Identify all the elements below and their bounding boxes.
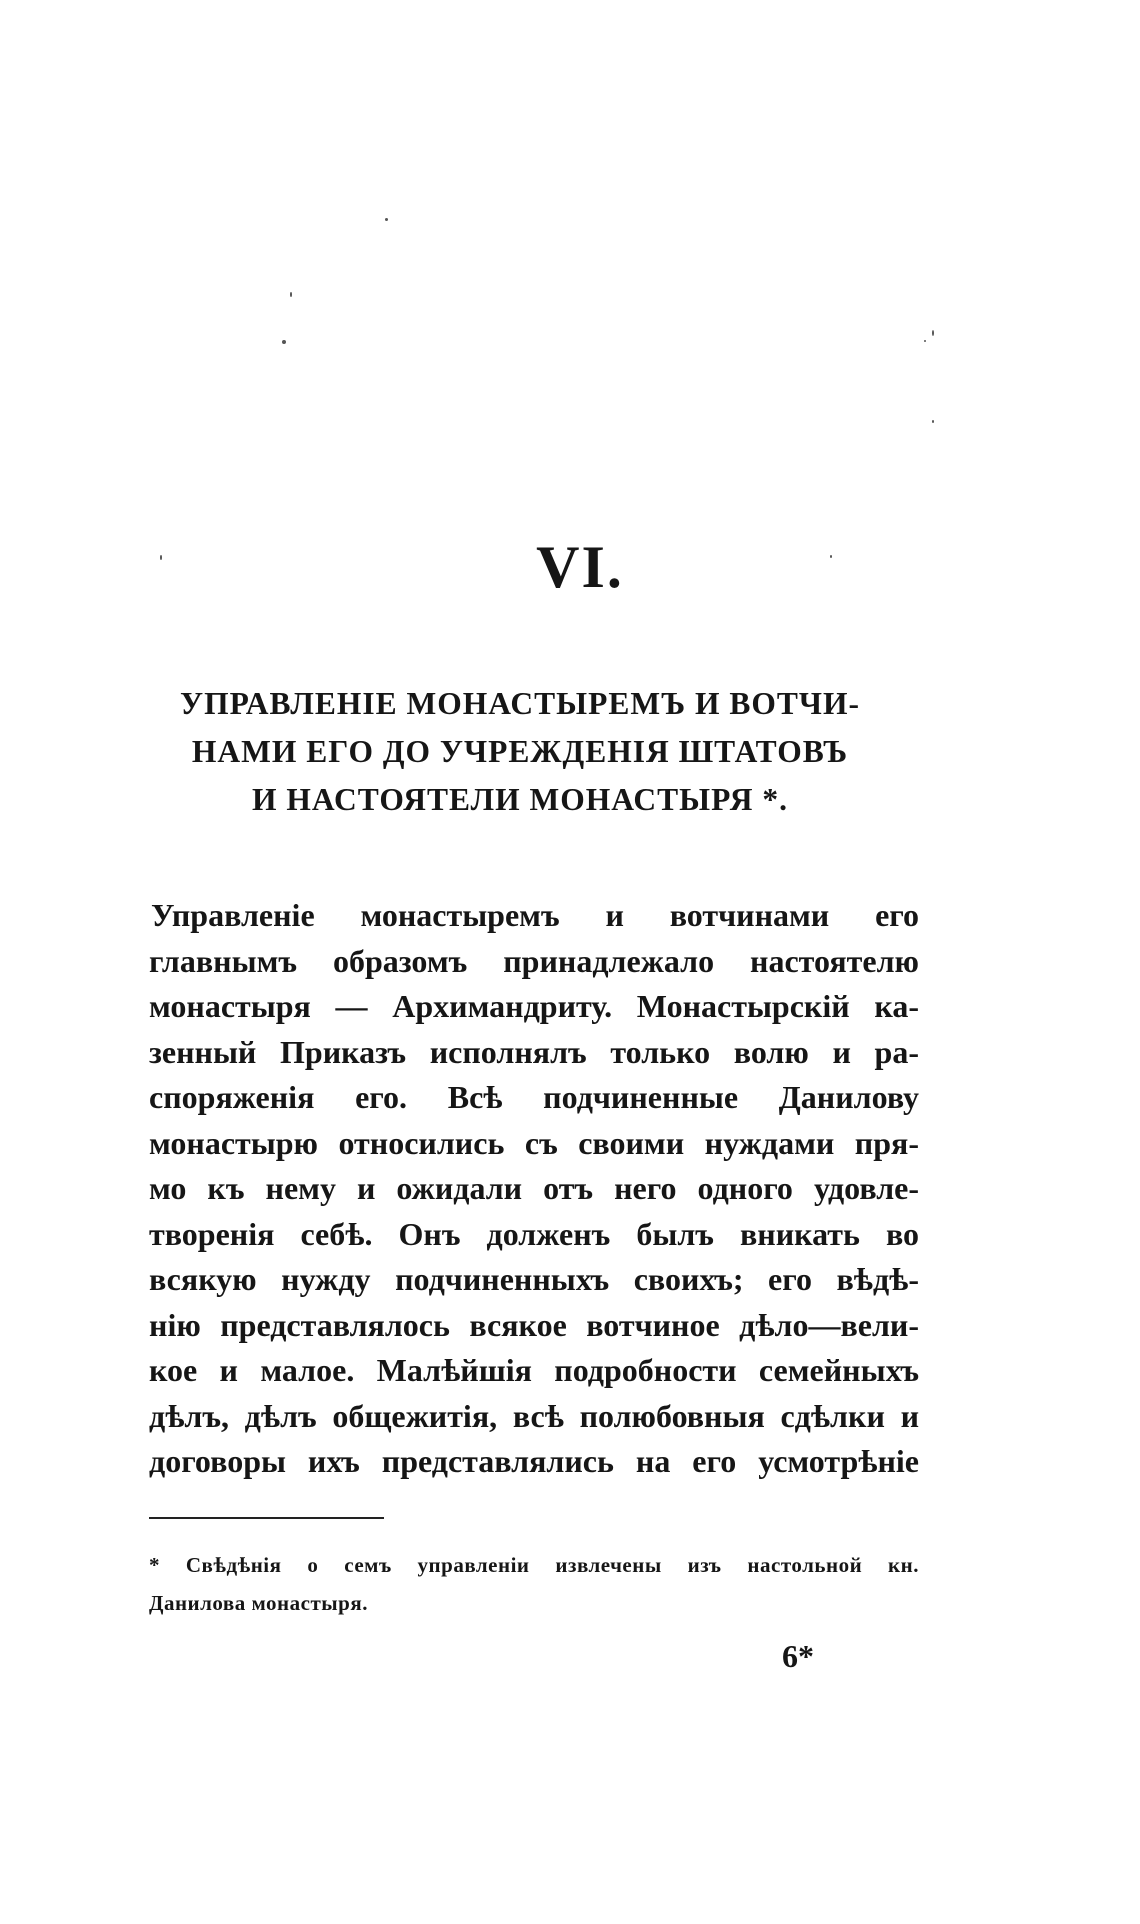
scan-speck: [385, 218, 388, 221]
scan-speck: [932, 330, 934, 336]
body-line: всякую нужду подчиненныхъ своихъ; его вѣдѣ-: [149, 1261, 919, 1297]
body-line: споряженія его. Всѣ подчиненные Данилову: [149, 1079, 919, 1115]
footnote-divider: [149, 1517, 384, 1519]
body-line: монастырю относились съ своими нуждами пря-: [149, 1124, 919, 1161]
body-line: творенія себѣ. Онъ долженъ былъ вникать во: [149, 1215, 919, 1252]
body-line: дѣлъ, дѣлъ общежитія, всѣ полюбовныя сдѣлки и: [149, 1397, 919, 1434]
scan-speck: [290, 292, 292, 297]
body-line: мо къ нему и ожидали отъ него одного удовле-: [149, 1170, 919, 1206]
scan-speck: [932, 420, 934, 423]
footnote: [149, 1546, 919, 1622]
body-line: монастыря — Архимандриту. Монастырскій ка-: [149, 988, 919, 1024]
chapter-title-line: УПРАВЛЕНІЕ МОНАСТЫРЕМЪ И ВОТЧИ-: [179, 686, 861, 721]
scan-speck: [924, 340, 926, 342]
body-paragraph: [149, 893, 919, 1485]
footnote-line: * Свѣдѣнія о семъ управленіи извлечены изъ настольной кн.: [149, 1553, 919, 1577]
chapter-title-line: НАМИ ЕГО ДО УЧРЕЖДЕНІЯ ШТАТОВЪ: [191, 734, 849, 769]
chapter-title: [120, 680, 920, 824]
scan-speck: [282, 340, 286, 344]
printer-signature-mark: 6*: [782, 1638, 814, 1674]
chapter-title-line: И НАСТОЯТЕЛИ МОНАСТЫРЯ *.: [251, 782, 789, 817]
body-line: нію представлялось всякое вотчиное дѣло—вели-: [149, 1306, 919, 1343]
chapter-number: VI.: [536, 534, 624, 600]
body-line: кое и малое. Малѣйшія подробности семейныхъ: [149, 1352, 919, 1388]
body-line: зенный Приказъ исполнялъ только волю и ра-: [149, 1033, 919, 1070]
body-line: договоры ихъ представлялись на его усмотрѣніе: [149, 1443, 919, 1479]
footnote-line: Данилова монастыря.: [149, 1591, 368, 1615]
body-line: главнымъ образомъ принадлежало настоятелю: [149, 942, 919, 979]
body-line: Управленіе монастыремъ и вотчинами его: [151, 897, 919, 933]
